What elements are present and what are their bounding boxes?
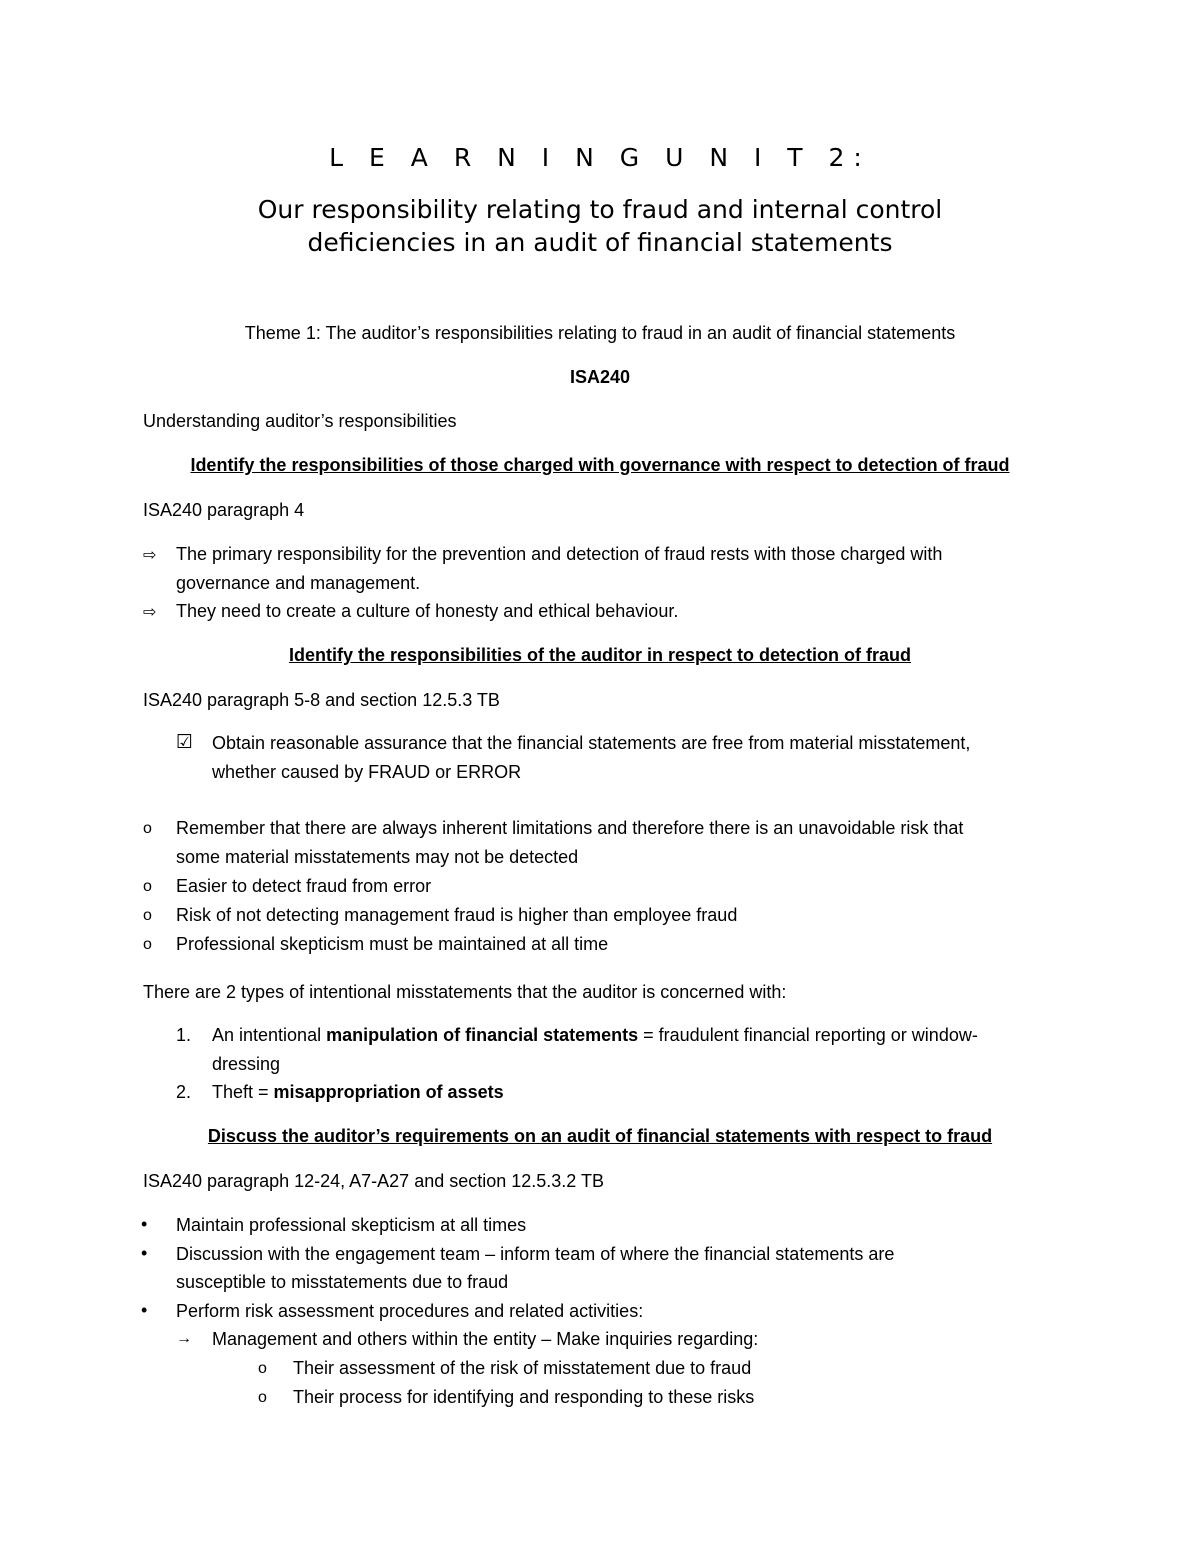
section2-heading: Identify the responsibilities of the auditor in respect to detection of fraud xyxy=(288,645,912,665)
circle-item-1-line-1: Remember that there are always inherent limitations and therefore there is an unavoidable risk that xyxy=(176,818,964,838)
section3-bullet-3: Perform risk assessment procedures and related activities: xyxy=(176,1301,644,1321)
right-arrow-icon: → xyxy=(176,1330,192,1347)
circle-bullet-icon: o xyxy=(143,936,152,953)
section1-item-1-line-2: governance and management. xyxy=(176,573,421,593)
section1-heading: Identify the responsibilities of those charged with governance with respect to detection of fraud xyxy=(190,455,1010,475)
type-1-bold: manipulation of financial statements xyxy=(326,1025,639,1045)
circle-bullet-icon: o xyxy=(143,820,152,837)
circle-bullet-icon: o xyxy=(258,1360,267,1377)
hollow-arrow-icon: ⇨ xyxy=(143,604,157,621)
section1-item-2: They need to create a culture of honesty and ethical behaviour. xyxy=(176,601,679,621)
circle-bullet-icon: o xyxy=(143,907,152,924)
section3-heading: Discuss the auditor’s requirements on an audit of financial statements with respect to fraud xyxy=(207,1126,993,1146)
check-item-line-1: Obtain reasonable assurance that the financial statements are free from material misstatement, xyxy=(212,733,971,753)
circle-bullet-icon: o xyxy=(143,878,152,895)
type-1-line-1 xyxy=(212,1025,978,1046)
type-1-number: 1. xyxy=(176,1025,192,1045)
section3-bullet-2-line-1: Discussion with the engagement team – inform team of where the financial statements are xyxy=(176,1244,895,1264)
circle-item-4: Professional skepticism must be maintained at all time xyxy=(176,934,609,954)
circle-item-1-line-2: some material misstatements may not be detected xyxy=(176,847,579,867)
main-title-line-1: Our responsibility relating to fraud and internal control xyxy=(257,195,943,224)
types-intro: There are 2 types of intentional misstatements that the auditor is concerned with: xyxy=(143,982,787,1002)
section3-sub-item-1: Their assessment of the risk of misstatement due to fraud xyxy=(293,1358,752,1378)
section3-sub-item-2: Their process for identifying and responding to these risks xyxy=(293,1387,755,1407)
main-title-line-2: deficiencies in an audit of financial statements xyxy=(307,228,893,257)
circle-item-2: Easier to detect fraud from error xyxy=(176,876,432,896)
bullet-icon: • xyxy=(141,1300,148,1320)
hollow-arrow-icon: ⇨ xyxy=(143,547,157,564)
circle-item-3: Risk of not detecting management fraud is higher than employee fraud xyxy=(176,905,738,925)
section3-reference: ISA240 paragraph 12-24, A7-A27 and section 12.5.3.2 TB xyxy=(143,1171,604,1191)
standard-label: ISA240 xyxy=(569,367,631,387)
bullet-icon: • xyxy=(141,1214,148,1234)
section3-bullet-2-line-2: susceptible to misstatements due to fraud xyxy=(176,1272,509,1292)
section1-reference: ISA240 paragraph 4 xyxy=(143,500,305,520)
type-2-prefix: Theft = xyxy=(212,1082,274,1102)
type-1-suffix: = fraudulent financial reporting or window- xyxy=(638,1025,978,1045)
understanding-heading: Understanding auditor’s responsibilities xyxy=(143,411,457,431)
bullet-icon: • xyxy=(141,1243,148,1263)
type-1-line-2: dressing xyxy=(212,1054,281,1074)
type-2-number: 2. xyxy=(176,1082,192,1102)
main-title xyxy=(0,193,1200,259)
type-2-bold: misappropriation of assets xyxy=(273,1082,504,1102)
section3-bullet-1: Maintain professional skepticism at all times xyxy=(176,1215,527,1235)
section2-reference: ISA240 paragraph 5-8 and section 12.5.3 TB xyxy=(143,690,500,710)
theme-heading: Theme 1: The auditor’s responsibilities relating to fraud in an audit of financial statements xyxy=(244,323,956,343)
section3-sub-arrow: Management and others within the entity – Make inquiries regarding: xyxy=(212,1329,759,1349)
section1-item-1-line-1: The primary responsibility for the prevention and detection of fraud rests with those charged with xyxy=(176,544,943,564)
circle-bullet-icon: o xyxy=(258,1389,267,1406)
learning-unit-title: L E A R N I N G U N I T 2: xyxy=(329,143,871,172)
checkbox-icon: ☑ xyxy=(176,732,194,753)
check-item-line-2: whether caused by FRAUD or ERROR xyxy=(212,762,522,782)
type-1-prefix: An intentional xyxy=(212,1025,327,1045)
type-2-line xyxy=(212,1082,504,1103)
